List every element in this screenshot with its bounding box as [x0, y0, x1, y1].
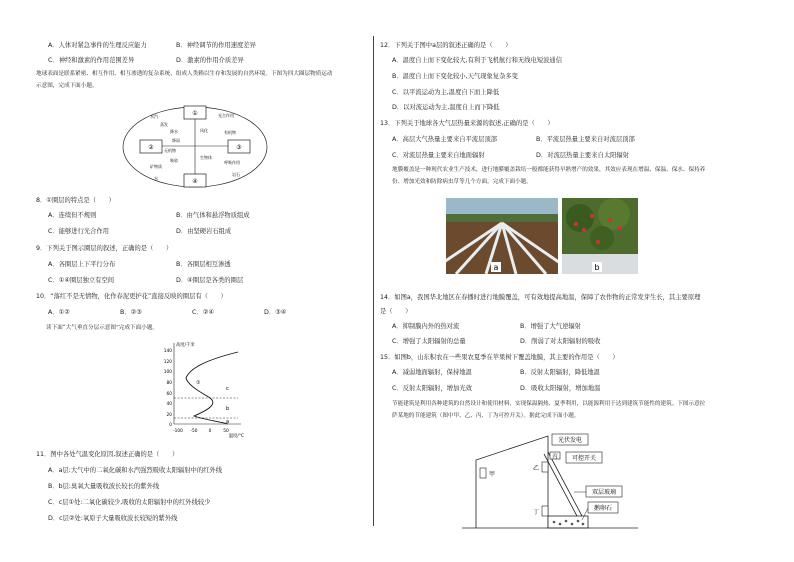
label-photosynthesis: 光合作用	[218, 113, 234, 118]
q14-stem-line1	[380, 291, 702, 319]
q9-option-d: D．④圈层是各类的圈层	[176, 277, 244, 284]
q13-option-a: A．高层大气热量主要来自平流层顶部	[392, 136, 498, 143]
switch-jia	[480, 468, 486, 478]
q8-option-a: A．连续但不规则	[48, 212, 97, 219]
q9-option-c: C．①④圈层独立有空间	[48, 277, 115, 284]
q14-stem: 14．如图a，我国华北地区在春播时进行地膜覆盖，可有效地提高地温，保障了农作物的正常发芽生长，其主要原理是（ ）	[380, 294, 701, 315]
energy-saving-house-diagram	[462, 432, 638, 532]
q8-option-d: D．由坚硬岩石组成	[176, 228, 232, 235]
q10-stem: 10．“落红不是无情物，化作春泥更护花”直接反映的圈层有（ ）	[36, 293, 227, 300]
layer-label-a: a	[226, 419, 230, 425]
q13-option-b: B．平流层热量主要来自对流层顶部	[536, 136, 635, 143]
temperature-curve	[186, 352, 238, 424]
q14-option-d: D．削弱了对太阳辐射的吸收	[520, 338, 601, 345]
label-pebble: 鹅卵石	[593, 505, 613, 512]
q14-option-a: A．抑制膜内外的热对流	[392, 323, 460, 330]
switch-yi	[542, 462, 548, 472]
label-weathering: 风化	[200, 128, 208, 133]
q9-option-b: B．各圈层相互渗透	[176, 261, 231, 268]
q11-option-a: A．a层:大气中的二氧化碳和水汽强烈吸收太阳辐射中的红外线	[48, 467, 223, 474]
y-tick-120: 120	[163, 360, 172, 365]
q15-option-d: D．吸收太阳辐射，增加地温	[520, 385, 601, 392]
label-organism: 生物体	[200, 155, 212, 160]
prev-option-c: C．神经和激素的作用范围差异	[48, 57, 135, 64]
q13-stem: 13．下列关于地球各大气层热量来源的叙述,正确的是（ ）	[380, 120, 554, 127]
label-water: 水	[154, 176, 158, 181]
label-water-vapor: 水汽	[150, 114, 158, 119]
q8-stem: 8．①圈层的特点是（ ）	[36, 197, 115, 204]
q9-option-a: A．各圈层上下平行分布	[48, 261, 116, 268]
photo-a-plastic-mulch	[446, 198, 558, 274]
label-respiration: 呼吸作用	[224, 160, 240, 165]
prev-option-b: B．神经调节的作用速度差异	[176, 42, 256, 49]
passage-atmosphere: 读下面“大气垂直分层示意图”完成下面小题。	[46, 325, 159, 331]
q11-option-b: B．b层:臭氧大量吸收波长较长的紫外线	[48, 483, 160, 490]
column-divider	[373, 36, 374, 526]
q12-option-b: B．温度自上而下变化较小,天气现象复杂多变	[392, 73, 518, 80]
q11-option-d: D．c层②处:氧原子大量吸收波长较短的紫外线	[48, 515, 178, 522]
y-tick-0: 0	[169, 423, 172, 428]
q15-stem: 15．如图b，山东积农在一些果农夏季在苹果树下覆盖地膜，其主要的作用是（ ）	[380, 354, 619, 361]
x-tick-0: 0	[208, 429, 212, 434]
label-jia: 甲	[488, 471, 496, 478]
prev-option-d: D．激素的作用介质差异	[176, 57, 244, 64]
switch-ding	[542, 506, 548, 516]
layer-label-c: c	[226, 386, 229, 392]
q11-stem: 11．图中各处气温变化原因,叙述正确的是（ ）	[36, 451, 179, 458]
label-precipitation: 降水	[170, 129, 178, 134]
q12-option-a: A．温度自上而下变化较大,有利于飞机航行和无线电短波通信	[392, 57, 563, 64]
glass-slope-inner	[544, 454, 578, 518]
node-2-label: ②	[148, 144, 154, 151]
label-inorganic: 无机物	[164, 148, 176, 153]
q9-stem: 9．下列关于图示圈层的叙述，正确的是（ ）	[36, 245, 173, 252]
q12-option-c: C．以平流运动为主,温度自下而上降低	[392, 89, 500, 96]
q15-option-b: B．反射太阳辐射，降低地温	[520, 369, 600, 376]
photo-b-label: b	[594, 263, 600, 272]
prev-option-a: A．人体对紧急事件的生理反应能力	[48, 42, 147, 49]
x-axis-title: 温度/°C	[228, 434, 244, 438]
passage-building: 节能建筑是利用各种建筑的自然设计和使用材料，实现保温隔热、夏季利用，以能源利用于达到建筑节能性的建筑。下图示意拉萨某地的节能建筑（图中甲、乙、丙、丁为可控开关）。据此完成下面小题。	[392, 401, 706, 419]
node-3-label: ③	[236, 144, 242, 151]
label-double-glass: 双层玻璃	[591, 489, 617, 496]
q8-option-c: C．能够进行光合作用	[48, 228, 110, 235]
label-absorb: 吸收	[170, 158, 178, 163]
layer-label-1: ①	[196, 380, 201, 386]
atmosphere-layer-chart	[146, 338, 256, 438]
x-tick-neg100: -100	[173, 429, 183, 434]
q10-option-b: B．②③	[120, 309, 142, 316]
q10-option-c: C．②④	[192, 309, 214, 316]
q10-option-a: A．①②	[48, 309, 70, 316]
node-1-label: ①	[192, 110, 198, 117]
q13-option-d: D．对流层热量主要来自太阳辐射	[536, 152, 630, 159]
passage-mulch: 地膜覆盖是一种现代农业生产技术，进行地膜覆盖栽培一般都能获得早熟增产的效果，其效应表现在增温、保温、保水、保持养份、增加光效和防除病虫草等几个方面。完成下面小题。	[392, 167, 706, 185]
label-ding: 丁	[532, 509, 540, 516]
label-switch: 可控开关	[571, 455, 597, 462]
x-tick-50: 50	[223, 429, 229, 434]
q15-option-a: A．减弱地面辐射，保持地温	[392, 369, 472, 376]
y-tick-40: 40	[166, 402, 172, 407]
node-4-label: ④	[192, 178, 198, 185]
label-evaporation: 蒸发	[160, 122, 168, 127]
label-rock: 岩石	[232, 172, 240, 177]
label-bing: 丙	[552, 454, 558, 460]
y-tick-100: 100	[163, 370, 172, 375]
y-tick-80: 80	[166, 381, 172, 386]
label-pv: 光伏发电	[557, 437, 583, 444]
label-organic: 有机物	[224, 130, 236, 135]
photo-a-label: a	[493, 263, 499, 272]
q13-option-c: C．对流层热量主要来自地面辐射	[392, 152, 485, 159]
label-rainfall: 降雨	[172, 138, 180, 143]
y-tick-20: 20	[166, 413, 172, 418]
y-axis-title: 高度/千米	[176, 343, 195, 348]
q14-option-b: B．增强了大气逆辐射	[520, 323, 581, 330]
q12-stem: 12．下列关于图中a层的叙述正确的是（ ）	[380, 42, 512, 49]
q14-option-c: C．增强了太阳辐射的总量	[392, 338, 466, 345]
q15-option-c: C．反射太阳辐射，增加光效	[392, 385, 472, 392]
sphere-cycle-diagram	[120, 104, 270, 190]
q10-option-d: D．③④	[264, 309, 287, 316]
label-yi: 乙	[532, 465, 540, 472]
y-tick-140: 140	[163, 349, 172, 354]
q11-option-c: C．c层①处:二氧化碳较少,吸收的太阳辐射中的红外线较少	[48, 499, 211, 506]
layer-label-b: b	[226, 406, 230, 412]
label-minerals: 矿物质	[150, 164, 162, 169]
passage-spheres: 地球表面是联系紧密、相互作用、相互渗透的复杂系统，组成人类赖以生存和发展的自然环境。下图为四大圈层物质运动示意图，完成下面小题。	[36, 71, 333, 89]
q12-option-d: D．以对流运动为主,温度自上而下降低	[392, 104, 500, 111]
photo-b-apple-orchard	[562, 198, 638, 274]
x-tick-neg50: -50	[190, 429, 198, 434]
q8-option-b: B．由气体和悬浮物质组成	[176, 212, 250, 219]
y-tick-60: 60	[166, 392, 172, 397]
